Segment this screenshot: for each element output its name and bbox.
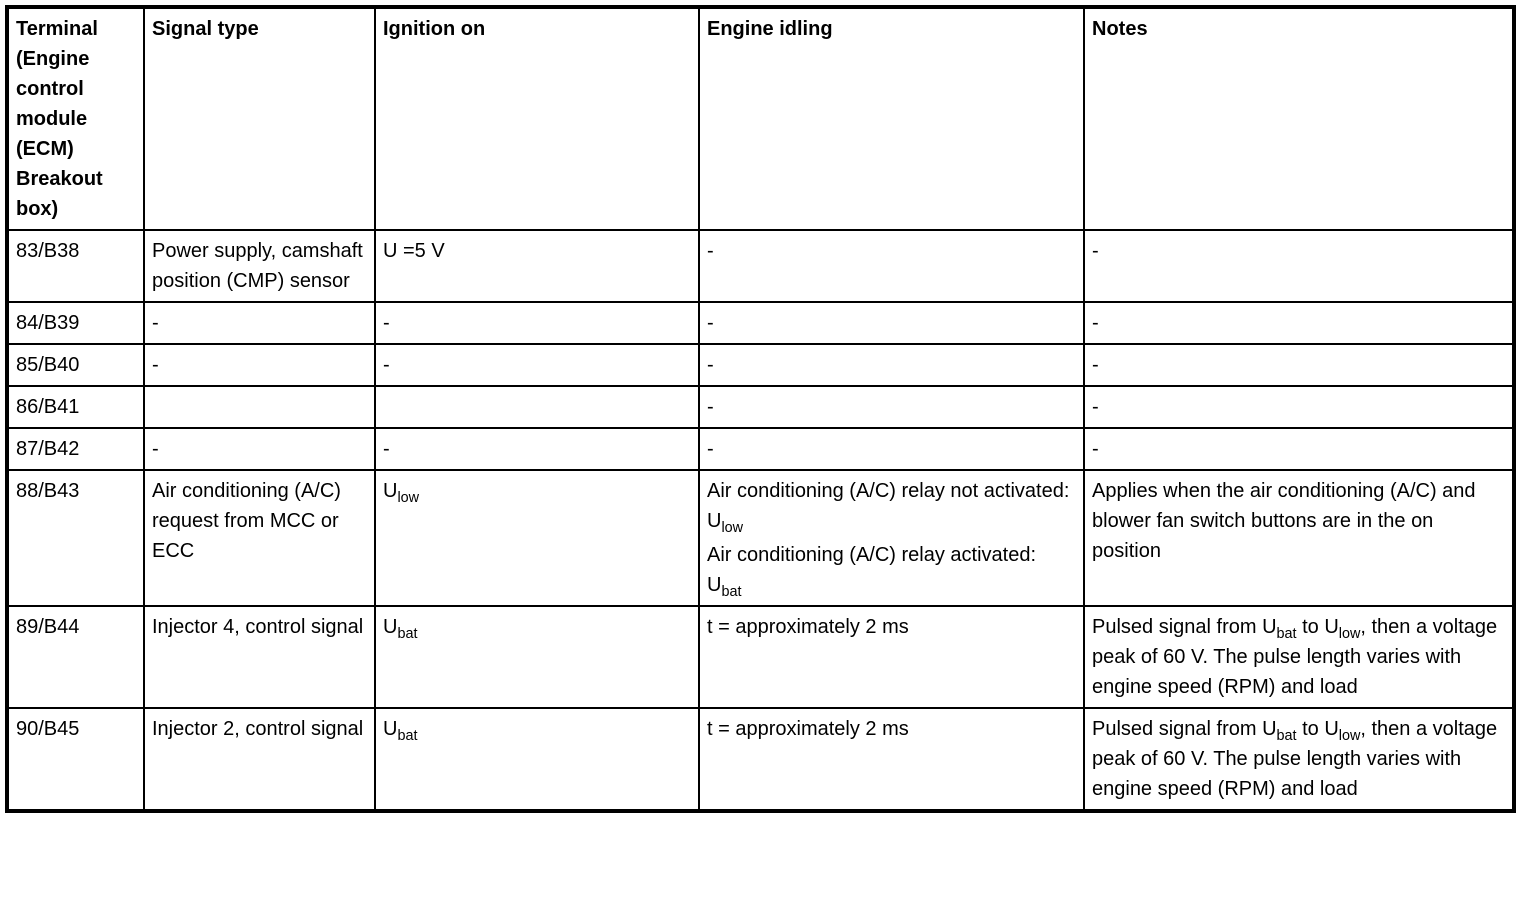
- cell-ignition-on: [375, 230, 699, 302]
- cell-signal-type: [144, 386, 375, 428]
- column-header-engine-idling: Engine idling: [699, 7, 1084, 230]
- table-row: [7, 606, 1514, 708]
- cell-paragraph: t = approximately 2 ms: [707, 616, 909, 638]
- cell-paragraph: -: [707, 438, 714, 460]
- column-header-signal-type: Signal type: [144, 7, 375, 230]
- cell-terminal: [7, 708, 144, 811]
- ecm-terminal-table: [5, 5, 1516, 813]
- cell-terminal: [7, 386, 144, 428]
- cell-terminal: [7, 230, 144, 302]
- cell-paragraph: U =5 V: [383, 240, 445, 262]
- table-header: [7, 7, 1514, 230]
- table-row: [7, 428, 1514, 470]
- cell-engine-idling: [699, 230, 1084, 302]
- cell-notes: [1084, 386, 1514, 428]
- cell-paragraph: Applies when the air conditioning (A/C) and blower fan switch buttons are in the on position: [1092, 480, 1476, 562]
- cell-signal-type: [144, 708, 375, 811]
- cell-ignition-on: [375, 386, 699, 428]
- cell-notes: [1084, 606, 1514, 708]
- cell-ignition-on: [375, 428, 699, 470]
- ecm-terminal-table-container: [5, 5, 1516, 813]
- cell-paragraph: -: [1092, 240, 1099, 262]
- cell-engine-idling: [699, 302, 1084, 344]
- cell-paragraph: -: [1092, 354, 1099, 376]
- cell-paragraph: Pulsed signal from $U_{bat}$ to $U_{low}$, then a voltage peak of 60 V. The pulse length varies with engine speed (RPM) and load: [1092, 616, 1498, 698]
- cell-paragraph: Power supply, camshaft position (CMP) sensor: [152, 240, 363, 292]
- cell-paragraph: Pulsed signal from $U_{bat}$ to $U_{low}$, then a voltage peak of 60 V. The pulse length varies with engine speed (RPM) and load: [1092, 718, 1498, 800]
- table-row: [7, 708, 1514, 811]
- cell-ignition-on: [375, 344, 699, 386]
- cell-ignition-on: [375, 470, 699, 606]
- cell-paragraph: 90/B45: [16, 718, 80, 740]
- cell-paragraph: -: [152, 312, 159, 334]
- cell-paragraph: -: [1092, 438, 1099, 460]
- cell-paragraph: -: [707, 396, 714, 418]
- cell-ignition-on: [375, 708, 699, 811]
- cell-notes: [1084, 708, 1514, 811]
- table-row: [7, 344, 1514, 386]
- cell-terminal: [7, 428, 144, 470]
- cell-paragraph: -: [152, 354, 159, 376]
- cell-engine-idling: [699, 708, 1084, 811]
- cell-signal-type: [144, 230, 375, 302]
- cell-signal-type: [144, 606, 375, 708]
- header-row: [7, 7, 1514, 230]
- cell-signal-type: [144, 344, 375, 386]
- column-header-terminal: Terminal (Engine control module (ECM) Breakout box): [7, 7, 144, 230]
- cell-paragraph: 88/B43: [16, 480, 80, 502]
- cell-engine-idling: [699, 470, 1084, 606]
- cell-engine-idling: [699, 344, 1084, 386]
- cell-paragraph: -: [383, 354, 390, 376]
- cell-paragraph: -: [707, 240, 714, 262]
- cell-paragraph: Air conditioning (A/C) relay not activated: $U_{low}$: [707, 480, 1070, 536]
- cell-paragraph: t = approximately 2 ms: [707, 718, 909, 740]
- cell-paragraph: Air conditioning (A/C) relay activated: $U_{bat}$: [707, 544, 1037, 600]
- cell-signal-type: [144, 302, 375, 344]
- cell-paragraph: Injector 2, control signal: [152, 718, 364, 740]
- cell-terminal: [7, 302, 144, 344]
- cell-paragraph: -: [152, 438, 159, 460]
- column-header-notes: Notes: [1084, 7, 1514, 230]
- cell-signal-type: [144, 470, 375, 606]
- cell-paragraph: -: [1092, 312, 1099, 334]
- cell-notes: [1084, 428, 1514, 470]
- cell-paragraph: $U_{low}$: [383, 480, 420, 506]
- table-body: [7, 230, 1514, 811]
- cell-engine-idling: [699, 606, 1084, 708]
- cell-paragraph: 85/B40: [16, 354, 80, 376]
- table-row: [7, 302, 1514, 344]
- cell-terminal: [7, 606, 144, 708]
- cell-paragraph: 89/B44: [16, 616, 80, 638]
- cell-paragraph: $U_{bat}$: [383, 616, 418, 642]
- cell-paragraph: -: [707, 354, 714, 376]
- cell-paragraph: -: [707, 312, 714, 334]
- table-row: [7, 470, 1514, 606]
- cell-paragraph: Injector 4, control signal: [152, 616, 364, 638]
- cell-terminal: [7, 344, 144, 386]
- cell-paragraph: -: [1092, 396, 1099, 418]
- cell-ignition-on: [375, 606, 699, 708]
- cell-paragraph: Air conditioning (A/C) request from MCC or ECC: [152, 480, 341, 562]
- cell-engine-idling: [699, 428, 1084, 470]
- cell-engine-idling: [699, 386, 1084, 428]
- cell-notes: [1084, 344, 1514, 386]
- cell-notes: [1084, 470, 1514, 606]
- cell-ignition-on: [375, 302, 699, 344]
- cell-notes: [1084, 302, 1514, 344]
- cell-paragraph: -: [383, 312, 390, 334]
- cell-paragraph: $U_{bat}$: [383, 718, 418, 744]
- cell-paragraph: 83/B38: [16, 240, 80, 262]
- cell-paragraph: -: [383, 438, 390, 460]
- table-row: [7, 230, 1514, 302]
- cell-notes: [1084, 230, 1514, 302]
- cell-paragraph: 87/B42: [16, 438, 80, 460]
- column-header-ignition-on: Ignition on: [375, 7, 699, 230]
- cell-paragraph: 84/B39: [16, 312, 80, 334]
- table-row: [7, 386, 1514, 428]
- cell-paragraph: 86/B41: [16, 396, 80, 418]
- cell-signal-type: [144, 428, 375, 470]
- cell-terminal: [7, 470, 144, 606]
